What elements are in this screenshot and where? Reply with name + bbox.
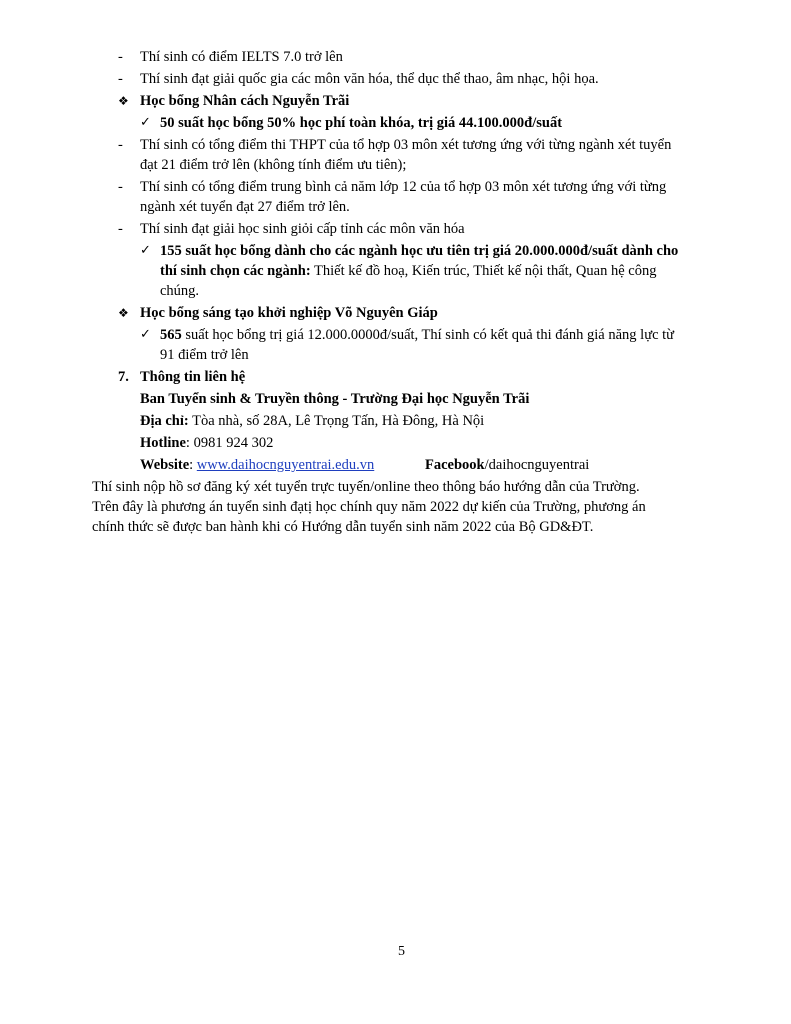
address-value: Tòa nhà, số 28A, Lê Trọng Tấn, Hà Đông, Hà Nội	[188, 413, 485, 429]
majors-label: thí sinh chọn các ngành:	[160, 263, 311, 279]
criterion-gpa-line2: ngành xét tuyển đạt 27 điểm trở lên.	[140, 199, 350, 215]
dash-bullet: -	[118, 49, 123, 65]
dash-bullet: -	[118, 179, 123, 195]
majors-list: Thiết kế đồ hoạ, Kiến trúc, Thiết kế nội thất, Quan hệ công	[310, 263, 657, 279]
section-title-contact: Thông tin liên hệ	[140, 369, 246, 385]
scholarship-count: 565	[160, 327, 182, 343]
check-icon: ✓	[140, 327, 151, 342]
contact-address	[140, 412, 484, 430]
page-number: 5	[398, 944, 405, 959]
check-icon: ✓	[140, 115, 151, 130]
scholarship-heading-nguyen-trai: Học bổng Nhân cách Nguyễn Trãi	[140, 93, 350, 109]
scholarship-heading-vo-nguyen-giap: Học bổng sáng tạo khởi nghiệp Võ Nguyên Giáp	[140, 305, 438, 321]
diamond-bullet-icon: ❖	[118, 306, 129, 320]
diamond-bullet-icon: ❖	[118, 94, 129, 108]
website-link[interactable]: www.daihocnguyentrai.edu.vn	[196, 457, 375, 473]
website-label: Website	[140, 457, 190, 473]
scholarship-detail-155-line1: 155 suất học bổng dành cho các ngành học ưu tiên trị giá 20.000.000đ/suất dành cho	[160, 243, 679, 259]
paragraph-plan-line2: chính thức sẽ được ban hành khi có Hướng dẫn tuyển sinh năm 2022 của Bộ GD&ĐT.	[92, 519, 594, 535]
section-number: 7.	[118, 369, 129, 385]
contact-facebook	[425, 456, 589, 474]
scholarship-detail-565-text: suất học bổng trị giá 12.000.0000đ/suất, Thí sinh có kết quả thi đánh giá năng lực từ	[181, 327, 675, 343]
contact-website	[140, 456, 374, 474]
contact-hotline	[140, 434, 273, 452]
scholarship-detail-565-line2: 91 điểm trở lên	[160, 347, 249, 363]
scholarship-detail-50: 50 suất học bổng 50% học phí toàn khóa, trị giá 44.100.000đ/suất	[160, 115, 563, 131]
criterion-national-award: Thí sinh đạt giải quốc gia các môn văn hóa, thể dục thể thao, âm nhạc, hội họa.	[140, 71, 599, 87]
criterion-provincial-award: Thí sinh đạt giải học sinh giỏi cấp tỉnh các môn văn hóa	[140, 221, 465, 237]
facebook-label: Facebook	[425, 457, 485, 473]
dash-bullet: -	[118, 137, 123, 153]
scholarship-detail-565-line1	[160, 326, 674, 344]
paragraph-plan-line1: Trên đây là phương án tuyển sinh đạtị học chính quy năm 2022 dự kiến của Trường, phương án	[92, 499, 646, 515]
hotline-label: Hotline	[140, 435, 186, 451]
facebook-value: /daihocnguyentrai	[484, 457, 590, 473]
hotline-value: : 0981 924 302	[185, 435, 274, 451]
dash-bullet: -	[118, 71, 123, 87]
criterion-thpt-line2: đạt 21 điểm trở lên (không tính điểm ưu tiên);	[140, 157, 407, 173]
paragraph-online-application: Thí sinh nộp hồ sơ đăng ký xét tuyển trực tuyến/online theo thông báo hướng dẫn của Trường.	[92, 479, 640, 495]
dash-bullet: -	[118, 221, 123, 237]
criterion-ielts: Thí sinh có điểm IELTS 7.0 trở lên	[140, 49, 343, 65]
criterion-thpt-line1: Thí sinh có tổng điểm thi THPT của tổ hợp 03 môn xét tương ứng với từng ngành xét tuyển	[140, 137, 672, 153]
scholarship-detail-155-line2	[160, 262, 656, 280]
check-icon: ✓	[140, 243, 151, 258]
criterion-gpa-line1: Thí sinh có tổng điểm trung bình cả năm lớp 12 của tổ hợp 03 môn xét tương ứng với từng	[140, 179, 667, 195]
contact-organization: Ban Tuyển sinh & Truyền thông - Trường Đại học Nguyễn Trãi	[140, 391, 530, 407]
scholarship-detail-155-line3: chúng.	[160, 283, 200, 299]
website-separator: :	[189, 457, 197, 473]
address-label: Địa chỉ:	[140, 413, 189, 429]
